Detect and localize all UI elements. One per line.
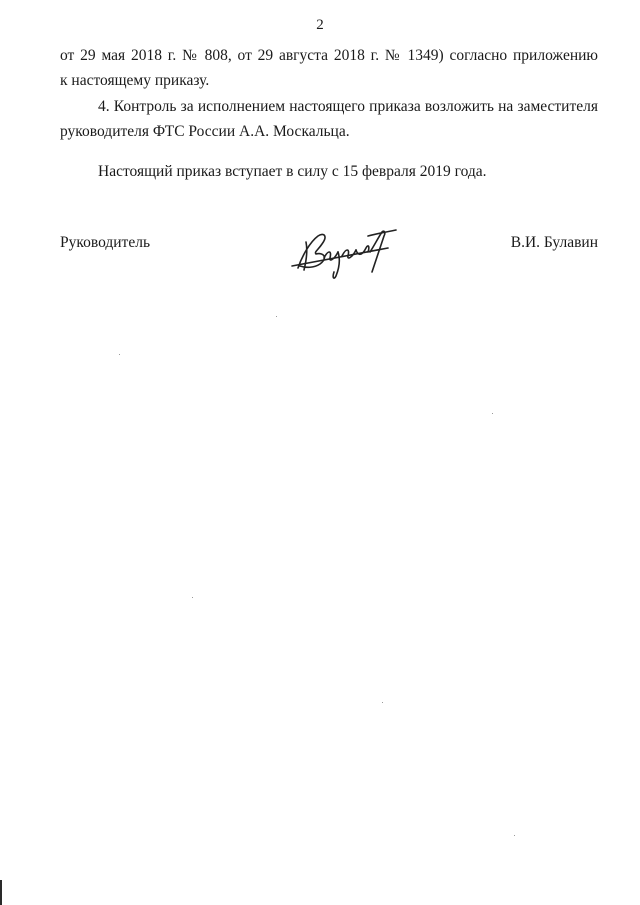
signatory-title: Руководитель bbox=[60, 234, 151, 251]
scan-speck bbox=[119, 354, 120, 355]
page-number: 2 bbox=[316, 17, 324, 33]
scan-edge-mark bbox=[0, 880, 2, 905]
scan-speck bbox=[382, 702, 383, 703]
paragraph-continuation bbox=[60, 43, 598, 93]
signature-block bbox=[60, 234, 598, 294]
paragraph-line: Настоящий приказ вступает в силу с 15 февраля 2019 года. bbox=[98, 163, 487, 180]
paragraph-line: руководителя ФТС России А.А. Москальца. bbox=[60, 123, 350, 140]
handwritten-signature-icon bbox=[284, 222, 414, 286]
signatory-name: В.И. Булавин bbox=[510, 234, 598, 251]
paragraph-line: к настоящему приказу. bbox=[60, 72, 210, 89]
scan-speck bbox=[492, 413, 493, 414]
paragraph-effective-date bbox=[60, 159, 598, 184]
paragraph-line: 4. Контроль за исполнением настоящего приказа возложить на заместителя bbox=[98, 98, 598, 115]
paragraph-item-4 bbox=[60, 94, 598, 144]
scan-speck bbox=[514, 835, 515, 836]
paragraph-line: от 29 мая 2018 г. № 808, от 29 августа 2018 г. № 1349) согласно приложению bbox=[60, 47, 598, 64]
scan-speck bbox=[276, 316, 277, 317]
scan-speck bbox=[192, 597, 193, 598]
